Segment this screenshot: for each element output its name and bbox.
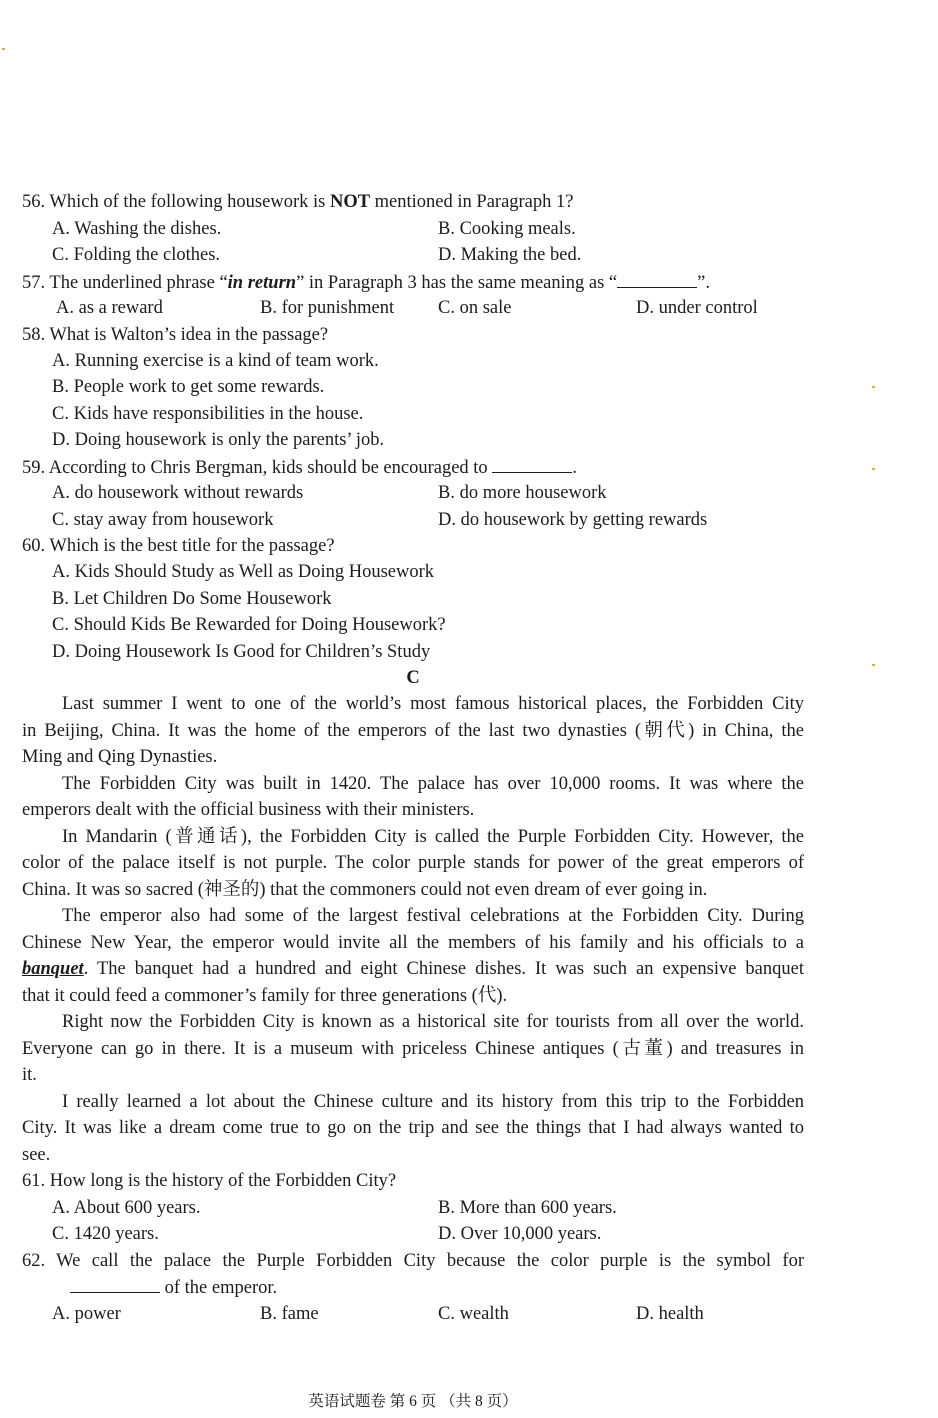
page-footer: 英语试题卷 第 6 页 （共 8 页） (308, 1393, 518, 1410)
q56-option-c: C. Folding the clothes. (52, 245, 221, 265)
section-heading: C (406, 668, 420, 688)
passage-line: I really learned a lot about the Chinese culture and its history from this trip to the Forbidden (62, 1092, 804, 1112)
passage-line: China. It was so sacred (神圣的) that the commoners could not even dream of ever going in. (22, 880, 708, 900)
q60-option-d: D. Doing Housework Is Good for Children’s Study (52, 642, 431, 662)
passage-line: emperors dealt with the official business with their ministers. (22, 800, 475, 820)
q59-option-d: D. do housework by getting rewards (438, 510, 708, 530)
scan-speck (2, 48, 5, 50)
q60-option-b: B. Let Children Do Some Housework (52, 589, 332, 609)
q56-option-a: A. Washing the dishes. (52, 219, 222, 239)
question-62: 62. We call the palace the Purple Forbidden City because the color purple is the symbol for (22, 1251, 804, 1271)
q58-option-b: B. People work to get some rewards. (52, 377, 325, 397)
passage-line: banquet. The banquet had a hundred and eight Chinese dishes. It was such an expensive banquet (22, 959, 804, 979)
q57-option-d: D. under control (636, 298, 758, 318)
passage-line: color of the palace itself is not purple. The color purple stands for power of the great emperors of (22, 853, 804, 873)
passage-line: The Forbidden City was built in 1420. The palace has over 10,000 rooms. It was where the (62, 774, 804, 794)
passage-line: Right now the Forbidden City is known as a historical site for tourists from all over the world. (62, 1012, 804, 1032)
passage-line: Chinese New Year, the emperor would invite all the members of his family and his officials to a (22, 933, 804, 953)
q59-option-a: A. do housework without rewards (52, 483, 304, 503)
q57-option-a: A. as a reward (56, 298, 163, 318)
question-58: 58. What is Walton’s idea in the passage? (22, 325, 329, 345)
q62-option-d: D. health (636, 1304, 704, 1324)
passage-line: see. (22, 1145, 51, 1165)
q61-option-b: B. More than 600 years. (438, 1198, 617, 1218)
q62-option-c: C. wealth (438, 1304, 509, 1324)
scan-speck (872, 468, 875, 470)
q62-option-a: A. power (52, 1304, 121, 1324)
question-57: 57. The underlined phrase “in return” in Paragraph 3 has the same meaning as “ ”. (22, 269, 710, 295)
question-60: 60. Which is the best title for the passage? (22, 536, 335, 556)
passage-line: In Mandarin (普通话), the Forbidden City is called the Purple Forbidden City. However, the (62, 827, 804, 847)
answer-blank (70, 1274, 160, 1293)
passage-line: in Beijing, China. It was the home of the emperors of the last two dynasties (朝代) in China, the (22, 721, 804, 741)
q59-option-b: B. do more housework (438, 483, 607, 503)
q57-option-b: B. for punishment (260, 298, 395, 318)
answer-blank (492, 454, 572, 473)
q58-option-c: C. Kids have responsibilities in the house. (52, 404, 364, 424)
passage-line: that it could feed a commoner’s family for three generations (代). (22, 986, 508, 1006)
q56-option-d: D. Making the bed. (438, 245, 582, 265)
q61-option-a: A. About 600 years. (52, 1198, 201, 1218)
question-56: 56. Which of the following housework is NOT mentioned in Paragraph 1? (22, 192, 574, 212)
q58-option-d: D. Doing housework is only the parents’ job. (52, 430, 385, 450)
q61-option-d: D. Over 10,000 years. (438, 1224, 602, 1244)
passage-line: The emperor also had some of the largest festival celebrations at the Forbidden City. During (62, 906, 804, 926)
q58-option-a: A. Running exercise is a kind of team work. (52, 351, 379, 371)
q57-option-c: C. on sale (438, 298, 512, 318)
underlined-word: banquet (22, 959, 84, 979)
answer-blank (617, 269, 697, 288)
question-61: 61. How long is the history of the Forbidden City? (22, 1171, 397, 1191)
q59-option-c: C. stay away from housework (52, 510, 274, 530)
q56-option-b: B. Cooking meals. (438, 219, 576, 239)
q62-option-b: B. fame (260, 1304, 319, 1324)
passage-line: Everyone can go in there. It is a museum with priceless Chinese antiques (古董) and treasures in (22, 1039, 804, 1059)
scan-speck (872, 386, 875, 388)
q60-option-a: A. Kids Should Study as Well as Doing Housework (52, 562, 435, 582)
question-62-cont: of the emperor. (70, 1274, 277, 1301)
q60-option-c: C. Should Kids Be Rewarded for Doing Housework? (52, 615, 446, 635)
scan-speck (872, 664, 875, 666)
passage-line: it. (22, 1065, 37, 1085)
q61-option-c: C. 1420 years. (52, 1224, 159, 1244)
question-59: 59. According to Chris Bergman, kids should be encouraged to . (22, 454, 577, 480)
passage-line: Last summer I went to one of the world’s most famous historical places, the Forbidden City (62, 694, 804, 714)
passage-line: Ming and Qing Dynasties. (22, 747, 218, 767)
passage-line: City. It was like a dream come true to go on the trip and see the things that I had always wanted to (22, 1118, 804, 1138)
